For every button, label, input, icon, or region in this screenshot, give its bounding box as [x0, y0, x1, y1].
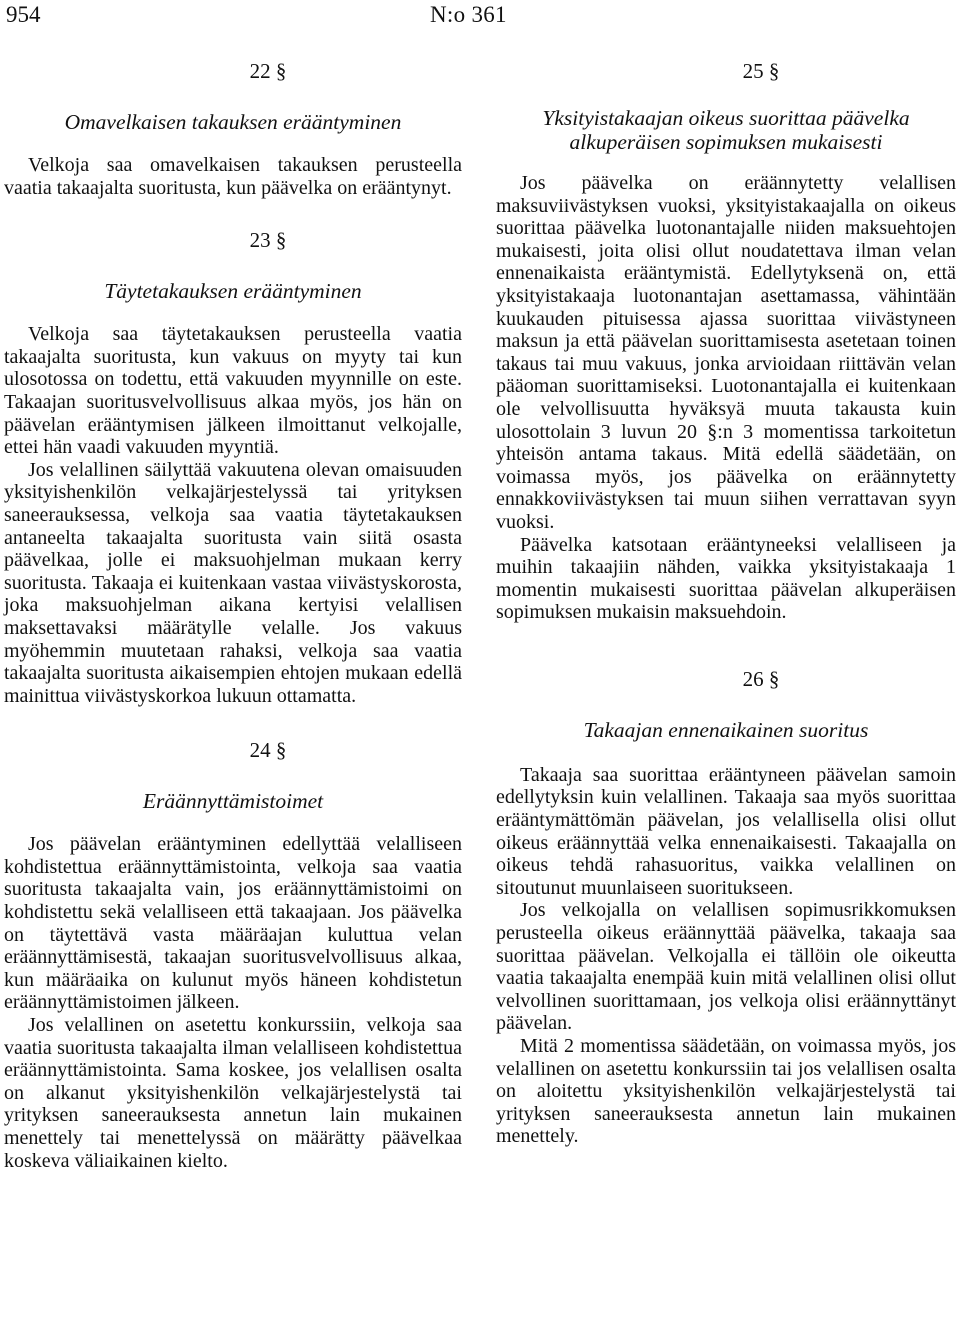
- section-title: Eräännyttämistoimet: [142, 789, 324, 814]
- section-title: Takaajan ennenaikainen suoritus: [583, 717, 869, 742]
- paragraph: Takaaja saa suorittaa erääntyneen päävelan samoin edellytyksin kuin velallinen. Takaaja saa myös suorittaa erääntymättömän päävelan, jos velallisella olisi ollut oikeus eräännyttää velka ennenaikaisesti. Takaajalla on oikeus tehdä rahasuoritus, vaikka velallinen on sitoutunut muunlaiseen suoritukseen.: [496, 763, 956, 899]
- section-number: 22 §: [249, 59, 287, 83]
- section-23: [4, 227, 462, 707]
- paragraph: Jos päävelan erääntyminen edellyttää velalliseen kohdistettua eräännyttämistointa, velkoja saa vaatia suoritusta takaajalta vain, jos eräännyttämistoimi on kohdistettu sekä velalliseen että takaajaan. Jos päävelka on täytettävä vasta määräajan kuluttua velan eräännyttämisestä, takaajan suoritusvelvollisuus alkaa, kun määräaika on kulunut myös häneen kohdistetun eräännyttämistoimen jälkeen.: [4, 833, 462, 1014]
- paragraph: Jos päävelka on eräännytetty velallisen maksuviivästyksen vuoksi, yksityistakaajalla on oikeus suorittaa päävelka luotonantajalle niiden maksuehtojen mukaisesti, joita olisi ollut noudatettava ilman velan ennenaikaista erääntymistä. Edellytyksenä on, että yksityistakaaja luotonantajan asettamassa, vähintään kuukauden pituisessa ajassa suorittaa viivästyneen maksun ja että päävelan suorittamisesta asetetaan toinen takaus tai muu vakuus, jonka arvioidaan riittävän velan pääoman suorittamiseksi. Luotonantajalla ei kuitenkaan ole velvollisuutta hyväksyä muuta takausta kuin ulosottolain 3 luvun 20 §:n 3 momentissa tarkoitetun yhteisön antama takaus. Mitä edellä säädetään, on voimassa myös, jos päävelka on eräännytetty ennakkoviivästyksen tai muun siihen verrattavan syyn vuoksi.: [496, 172, 956, 533]
- section-number: 25 §: [742, 59, 780, 83]
- paragraph: Mitä 2 momentissa säädetään, on voimassa myös, jos velallinen on asetettu konkurssiin tai jos velallisen osalta on aloitettu yksityishenkilön velkajärjestelystä tai yrityksen saneerauksesta annetun lain mukainen menettely.: [496, 1035, 956, 1148]
- section-number: 23 §: [249, 228, 287, 253]
- paragraph: Jos velallinen säilyttää vakuutena olevan omaisuuden yksityishenkilön velkajärjestelyssä tai yrityksen saneerauksessa, velkoja saa vaatia täytetakauksen antaneelta takaajalta suoritusta vain siitä osasta päävelkaa, jolle ei maksuohjelman mukaan kerry suoritusta. Takaaja ei kuitenkaan vastaa viivästyskorosta, joka maksuohjelman aikana kertyisi velallisen maksettavaksi määrätylle velalle. Jos vakuus myöhemmin muutetaan rahaksi, velkoja saa vaatia takaajalta suoritusta aikaisempien ehtojen mukaan edellä mainittua viivästyskorkoa lukuun ottamatta.: [4, 458, 462, 707]
- section-22: [4, 58, 462, 199]
- page-header: [0, 0, 960, 34]
- section-26: [496, 666, 956, 1148]
- section-25: [496, 58, 956, 624]
- section-title: Yksityistakaajan oikeus suorittaa päävelka alkuperäisen sopimuksen mukaisesti: [542, 106, 910, 154]
- paragraph: Velkoja saa omavelkaisen takauksen perusteella vaatia takaajalta suoritusta, kun päävelka on erääntynyt.: [4, 154, 462, 199]
- section-title: Omavelkaisen takauksen erääntyminen: [64, 110, 402, 134]
- page-number: 954: [6, 2, 41, 27]
- document-number: N:o 361: [430, 2, 507, 27]
- left-column: [4, 58, 462, 1172]
- paragraph: Jos velkojalla on velallisen sopimusrikkomuksen perusteella oikeus eräännyttää päävelka, takaaja saa suorittaa päävelan. Velkojalla ei tällöin ole oikeutta vaatia takaajalta enempää kuin mitä velallinen olisi ollut velvollinen suorittamaan, jos velkoja olisi eräännyttänyt päävelan.: [496, 899, 956, 1035]
- section-title: Täytetakauksen erääntyminen: [104, 279, 362, 304]
- right-column: [496, 58, 956, 1148]
- paragraph: Päävelka katsotaan erääntyneeksi velalliseen ja muihin takaajiin nähden, vaikka yksityistakaaja 1 momentin mukaisesti suorittaa päävelan alkuperäisen sopimuksen mukaisin maksuehdoin.: [496, 533, 956, 624]
- section-24: [4, 737, 462, 1172]
- section-number: 24 §: [249, 738, 287, 763]
- paragraph: Jos velallinen on asetettu konkurssiin, velkoja saa vaatia suoritusta takaajalta ilman velalliseen kohdistettua eräännyttämistointa. Sama koskee, jos velallisen osalta on alkanut yksityishenkilön velkajärjestelystä tai yrityksen saneerauksesta annetun lain mukainen menettely tai menettelyssä on määrätty päävelkaa koskeva väliaikainen kielto.: [4, 1014, 462, 1172]
- section-number: 26 §: [742, 666, 780, 691]
- paragraph: Velkoja saa täytetakauksen perusteella vaatia takaajalta suoritusta, kun vakuus on myyty tai kun ulosotossa on todettu, että vakuuden myynnille on este. Takaajan suoritusvelvollisuus alkaa myös, jos hän on päävelan erääntymisen jälkeen ilmoittanut velkojalle, ettei hän vaadi vakuuden myyntiä.: [4, 323, 462, 459]
